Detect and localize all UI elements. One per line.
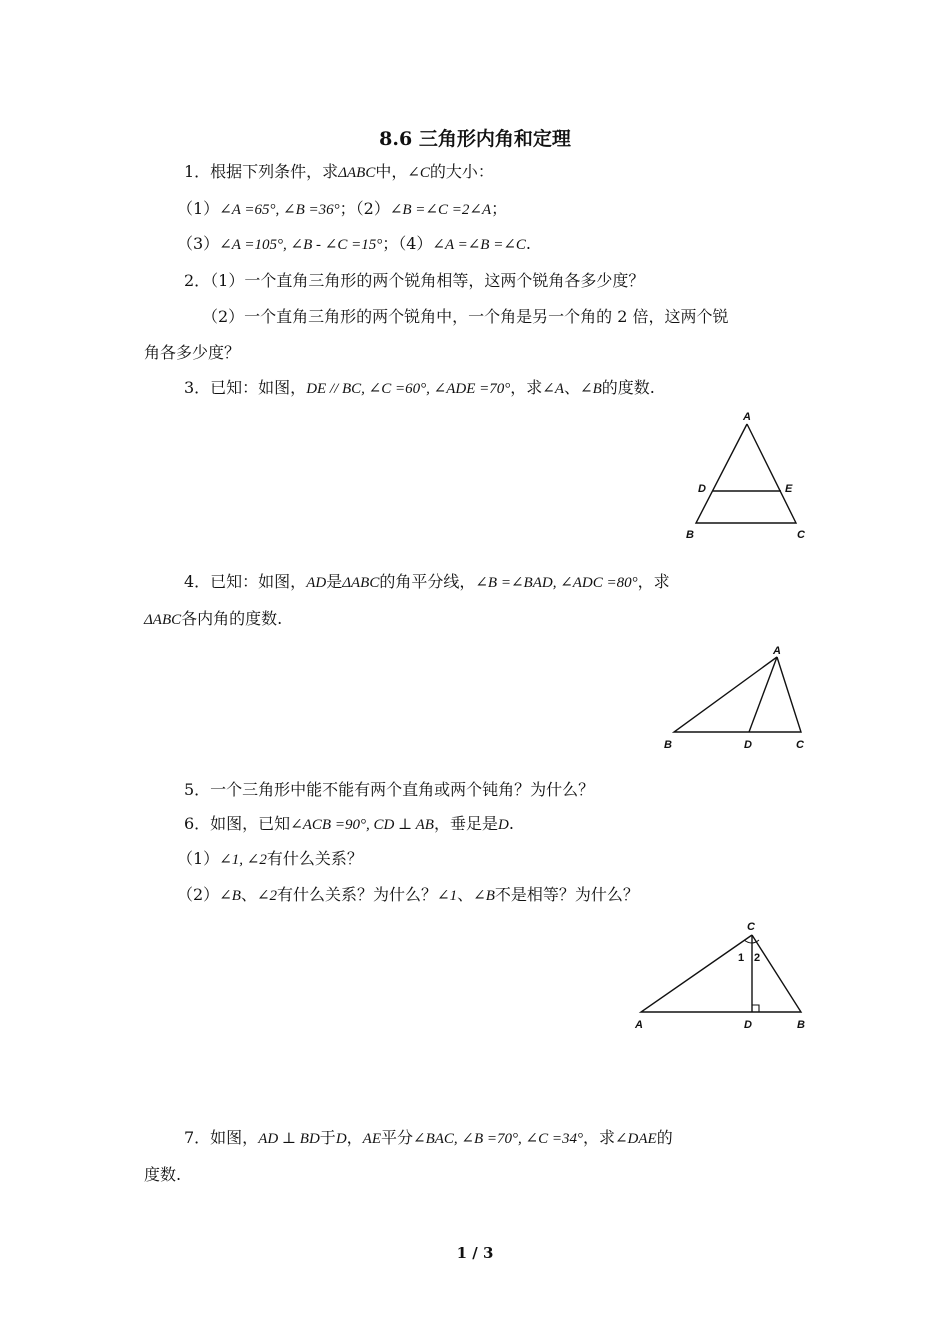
triangle-abc — [696, 424, 796, 523]
q7-line2: 度数. — [144, 1165, 182, 1184]
q2-line2: （2）一个直角三角形的两个锐角中，一个角是另一个角的 2 倍，这两个锐 — [202, 307, 729, 326]
label-a: A — [773, 645, 781, 657]
triangle-abc — [641, 935, 801, 1012]
q1-parts-3-4: （3）∠A =105°, ∠B - ∠C =15°；（4）∠A =∠B =∠C. — [177, 234, 532, 253]
segment-ad — [749, 657, 777, 732]
label-e: E — [785, 483, 793, 495]
page-number: 1 / 3 — [456, 1244, 494, 1262]
label-b: B — [664, 739, 672, 751]
label-b: B — [686, 529, 694, 541]
triangle-abc — [674, 657, 801, 732]
q3-stem: 3．已知：如图，DE // BC, ∠C =60°, ∠ADE =70°，求∠A、∠B的度数. — [184, 378, 655, 397]
page-title: 8.6 三角形内角和定理 — [379, 128, 571, 150]
q6-part2: （2）∠B、∠2有什么关系？为什么？∠1、∠B不是相等？为什么？ — [177, 885, 639, 904]
figure-triangle-angle-bisector — [655, 640, 815, 758]
right-angle-mark — [752, 1005, 759, 1012]
label-b: B — [797, 1019, 805, 1031]
q1-parts-1-2: （1）∠A =65°, ∠B =36°；（2）∠B =∠C =2∠A； — [177, 199, 508, 218]
q5-line: 5．一个三角形中能不能有两个直角或两个钝角？为什么？ — [184, 780, 595, 799]
q2-line1: 2．（1）一个直角三角形的两个锐角相等，这两个锐角各多少度？ — [184, 271, 645, 290]
q6-part1: （1）∠1, ∠2有什么关系？ — [177, 849, 363, 868]
label-a: A — [635, 1019, 643, 1031]
q2-line3: 角各多少度？ — [144, 343, 241, 362]
label-d: D — [744, 1019, 752, 1031]
q4-stem: 4．已知：如图，AD是ΔABC的角平分线，∠B =∠BAD, ∠ADC =80°，求 — [184, 572, 670, 591]
label-d: D — [744, 739, 752, 751]
label-c: C — [796, 739, 804, 751]
q1-stem: 1．根据下列条件，求ΔABC中，∠C的大小： — [184, 162, 494, 181]
label-angle-2: 2 — [754, 952, 761, 964]
label-c: C — [797, 529, 805, 541]
label-d: D — [698, 483, 706, 495]
label-a: A — [743, 411, 751, 423]
figure-triangle-de-parallel-bc — [680, 405, 810, 545]
figure-right-triangle-altitude — [630, 915, 815, 1035]
q7-stem: 7．如图，AD ⊥ BD于D，AE平分∠BAC, ∠B =70°, ∠C =34°，求∠DAE的 — [184, 1128, 673, 1147]
label-c: C — [747, 921, 755, 933]
q4-line2: ΔABC各内角的度数. — [144, 609, 283, 628]
label-angle-1: 1 — [738, 952, 745, 964]
q6-stem: 6．如图，已知∠ACB =90°, CD ⊥ AB，垂足是D. — [184, 814, 514, 833]
